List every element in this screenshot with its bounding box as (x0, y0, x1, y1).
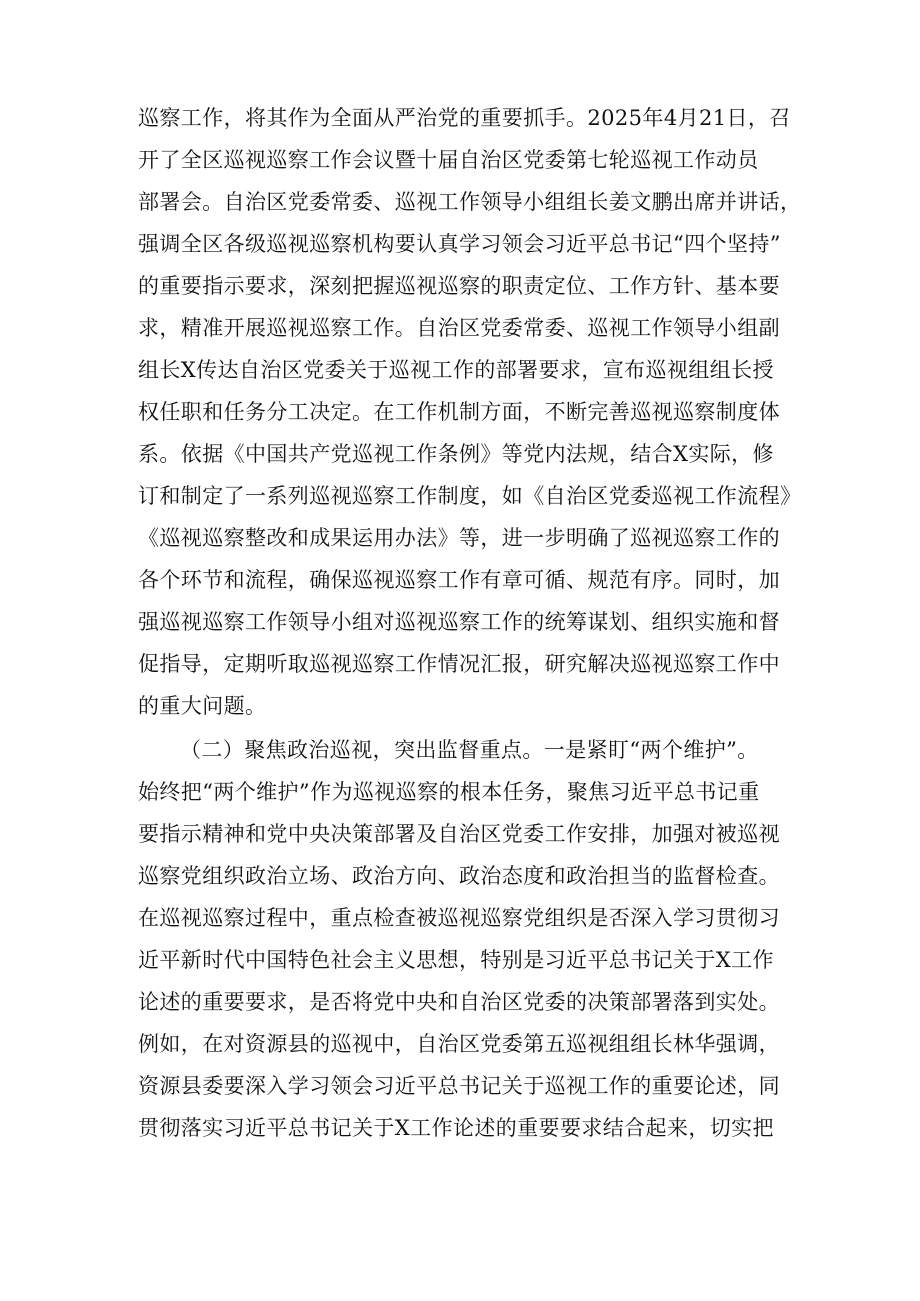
paragraph-line: 的重大问题。 (138, 694, 267, 718)
paragraph-line: 强巡视巡察工作领导小组对巡视巡察工作的统筹谋划、组织实施和督 (138, 610, 780, 634)
paragraph-line: 《巡视巡察整改和成果运用办法》等，进一步明确了巡视巡察工作的 (138, 526, 780, 550)
paragraph-line: 求，精准开展巡视巡察工作。自治区党委常委、巡视工作领导小组副 (138, 316, 780, 340)
paragraph-line: 近平新时代中国特色社会主义思想，特别是习近平总书记关于X工作 (138, 948, 774, 972)
paragraph-line: 系。依据《中国共产党巡视工作条例》等党内法规，结合X实际，修 (138, 442, 774, 466)
paragraph-line: 要指示精神和党中央决策部署及自治区党委工作安排，加强对被巡视 (138, 822, 780, 846)
paragraph-line: 组长X传达自治区党委关于巡视工作的部署要求，宣布巡视组组长授 (138, 358, 774, 382)
section-heading-line: （二）聚焦政治巡视，突出监督重点。一是紧盯“两个维护”。 (180, 738, 759, 762)
paragraph-line: 巡察党组织政治立场、政治方向、政治态度和政治担当的监督检查。 (138, 864, 780, 888)
paragraph-line: 强调全区各级巡视巡察机构要认真学习领会习近平总书记“四个坚持” (138, 232, 781, 256)
paragraph-line: 例如，在对资源县的巡视中，自治区党委第五巡视组组长林华强调， (138, 1032, 780, 1056)
paragraph-line: 在巡视巡察过程中，重点检查被巡视巡察党组织是否深入学习贯彻习 (138, 906, 780, 930)
paragraph-line: 巡察工作，将其作为全面从严治党的重要抓手。2025年4月21日，召 (138, 106, 791, 130)
paragraph-line: 各个环节和流程，确保巡视巡察工作有章可循、规范有序。同时，加 (138, 568, 780, 592)
paragraph-line: 促指导，定期听取巡视巡察工作情况汇报，研究解决巡视巡察工作中 (138, 652, 780, 676)
paragraph-line: 的重要指示要求，深刻把握巡视巡察的职责定位、工作方针、基本要 (138, 274, 780, 298)
paragraph-line: 开了全区巡视巡察工作会议暨十届自治区党委第七轮巡视工作动员 (138, 148, 759, 172)
paragraph-line: 贯彻落实习近平总书记关于X工作论述的重要要求结合起来，切实把 (138, 1116, 774, 1140)
paragraph-line: 部署会。自治区党委常委、巡视工作领导小组组长姜文鹏出席并讲话， (138, 190, 802, 214)
paragraph-line: 资源县委要深入学习领会习近平总书记关于巡视工作的重要论述，同 (138, 1074, 780, 1098)
paragraph-line: 权任职和任务分工决定。在工作机制方面，不断完善巡视巡察制度体 (138, 400, 780, 424)
paragraph-line: 始终把“两个维护”作为巡视巡察的根本任务，聚焦习近平总书记重 (138, 780, 760, 804)
paragraph-line: 论述的重要要求，是否将党中央和自治区党委的决策部署落到实处。 (138, 990, 780, 1014)
paragraph-line: 订和制定了一系列巡视巡察工作制度，如《自治区党委巡视工作流程》 (138, 484, 802, 508)
